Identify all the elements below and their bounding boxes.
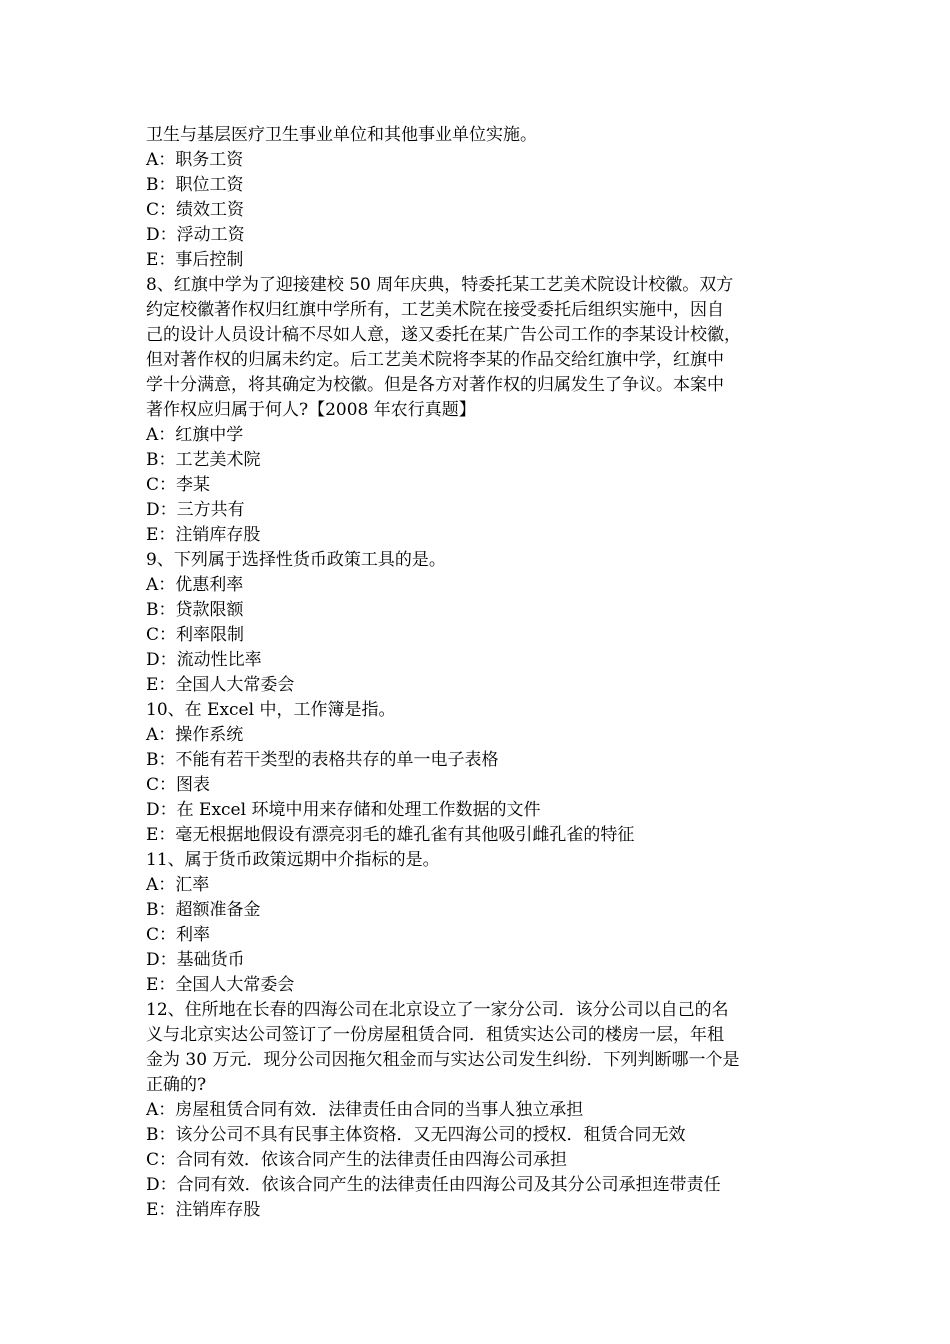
- option-line: C：图表: [146, 775, 211, 795]
- question-text-line: 己的设计人员设计稿不尽如人意，遂又委托在某广告公司工作的李某设计校徽，: [146, 325, 741, 345]
- option-line: C：合同有效．依该合同产生的法律责任由四海公司承担: [146, 1150, 568, 1170]
- option-line: D：三方共有: [146, 500, 245, 520]
- option-line: E：注销库存股: [146, 525, 261, 545]
- question-text-line: 10、在 Excel 中，工作簿是指。: [146, 700, 396, 720]
- question-text-line: 学十分满意，将其确定为校徽。但是各方对著作权的归属发生了争议。本案中: [146, 375, 724, 395]
- option-line: B：超额准备金: [146, 900, 261, 920]
- option-line: B：贷款限额: [146, 600, 244, 620]
- option-line: E：事后控制: [146, 250, 244, 270]
- option-line: E：全国人大常委会: [146, 975, 295, 995]
- question-text-line: 金为 30 万元．现分公司因拖欠租金而与实达公司发生纠纷．下列判断哪一个是: [146, 1050, 740, 1070]
- option-line: D：浮动工资: [146, 225, 245, 245]
- question-text-line: 但对著作权的归属未约定。后工艺美术院将李某的作品交给红旗中学，红旗中: [146, 350, 724, 370]
- option-line: B：不能有若干类型的表格共存的单一电子表格: [146, 750, 499, 770]
- question-text-line: 11、属于货币政策远期中介指标的是。: [146, 850, 440, 870]
- question-text-line: 8、红旗中学为了迎接建校 50 周年庆典，特委托某工艺美术院设计校徽。双方: [146, 275, 734, 295]
- option-line: E：注销库存股: [146, 1200, 261, 1220]
- document-page: [146, 123, 826, 1223]
- option-line: B：职位工资: [146, 175, 244, 195]
- option-line: C：利率: [146, 925, 211, 945]
- option-line: B：工艺美术院: [146, 450, 261, 470]
- option-line: E：全国人大常委会: [146, 675, 295, 695]
- option-line: E：毫无根据地假设有漂亮羽毛的雄孔雀有其他吸引雌孔雀的特征: [146, 825, 635, 845]
- option-line: B：该分公司不具有民事主体资格．又无四海公司的授权．租赁合同无效: [146, 1125, 686, 1145]
- option-line: D：合同有效．依该合同产生的法律责任由四海公司及其分公司承担连带责任: [146, 1175, 721, 1195]
- option-line: D：在 Excel 环境中用来存储和处理工作数据的文件: [146, 800, 541, 820]
- option-line: A：红旗中学: [146, 425, 244, 445]
- option-line: A：职务工资: [146, 150, 244, 170]
- option-line: C：李某: [146, 475, 211, 495]
- question-text-line: 9、下列属于选择性货币政策工具的是。: [146, 550, 446, 570]
- option-line: D：基础货币: [146, 950, 245, 970]
- option-line: D：流动性比率: [146, 650, 262, 670]
- question-text-line: 义与北京实达公司签订了一份房屋租赁合同．租赁实达公司的楼房一层，年租: [146, 1025, 724, 1045]
- question-text-line: 12、住所地在长春的四海公司在北京设立了一家分公司．该分公司以自己的名: [146, 1000, 729, 1020]
- option-line: C：利率限制: [146, 625, 245, 645]
- question-text-line: 约定校徽著作权归红旗中学所有，工艺美术院在接受委托后组织实施中，因自: [146, 300, 724, 320]
- option-line: C：绩效工资: [146, 200, 245, 220]
- question-text-line: 著作权应归属于何人?【2008 年农行真题】: [146, 400, 476, 420]
- option-line: A：汇率: [146, 875, 210, 895]
- option-line: A：房屋租赁合同有效．法律责任由合同的当事人独立承担: [146, 1100, 584, 1120]
- option-line: A：操作系统: [146, 725, 244, 745]
- question-text-line: 卫生与基层医疗卫生事业单位和其他事业单位实施。: [146, 125, 537, 145]
- option-line: A：优惠利率: [146, 575, 244, 595]
- question-text-line: 正确的?: [146, 1075, 207, 1095]
